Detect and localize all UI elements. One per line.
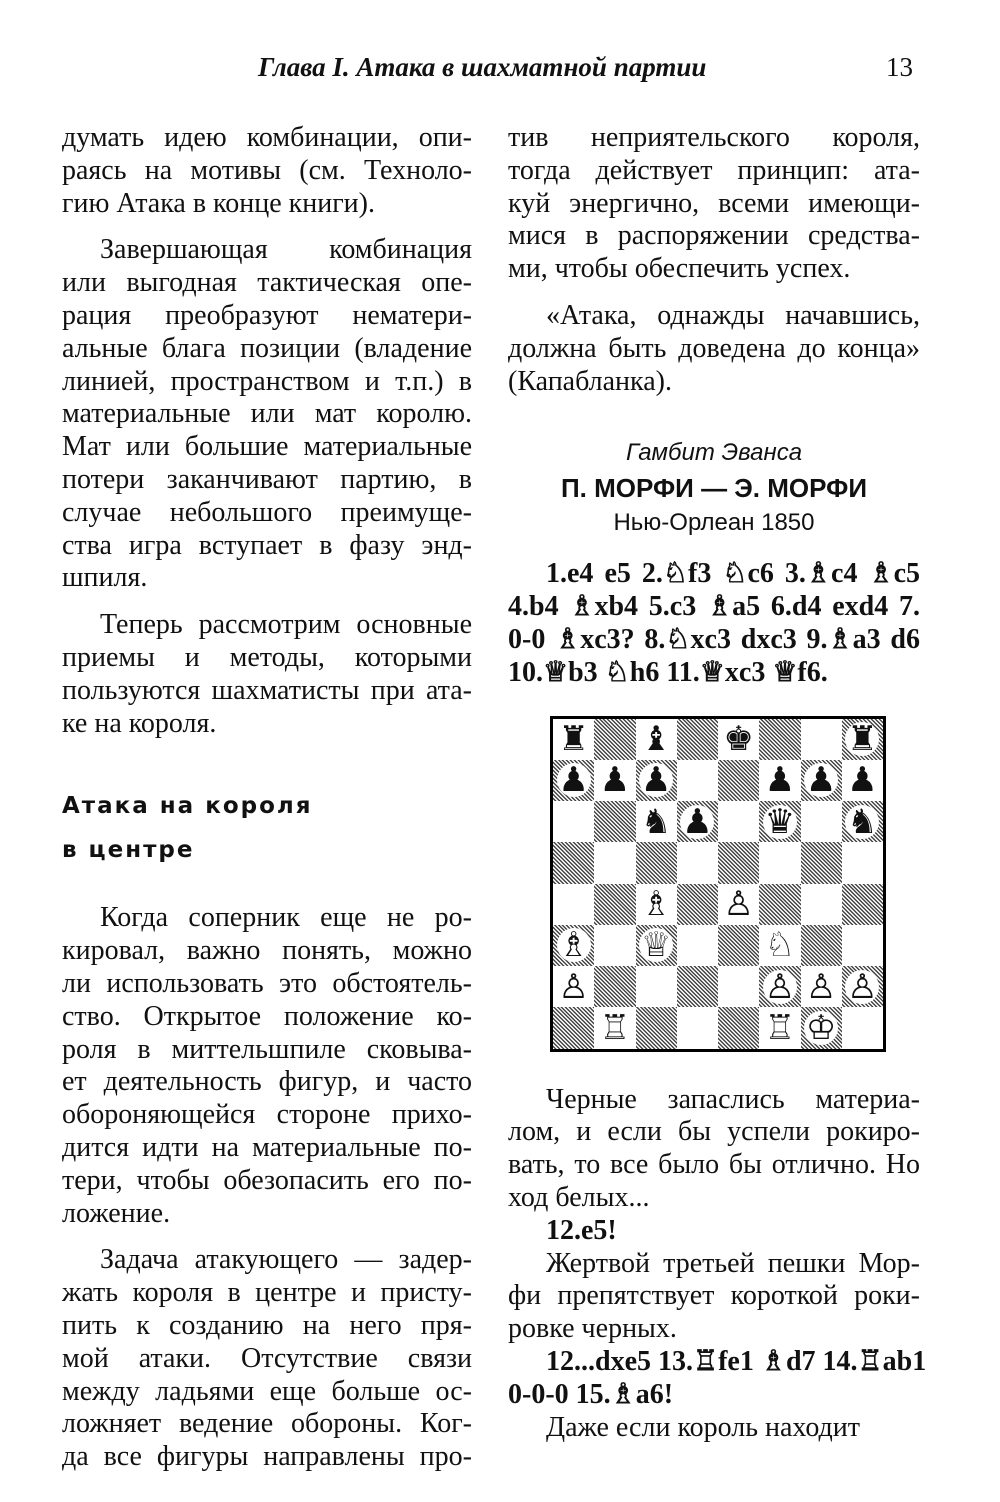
board-square — [842, 801, 883, 842]
text-line: (Капабланка). — [508, 365, 672, 397]
board-square — [718, 925, 759, 966]
paragraph — [508, 122, 920, 286]
move-line: 4.b4 ♗xb4 5.c3 ♗a5 6.d4 exd4 7. — [508, 591, 920, 623]
text-line: жать короля в центре и присту- — [62, 1277, 472, 1309]
move-line: 1.e4 e5 2.♘f3 ♘c6 3.♗c4 ♗c5 — [546, 558, 920, 590]
board-square — [842, 884, 883, 925]
chess-piece: ♛ — [764, 801, 796, 842]
text-line: обороняющейся стороне прихо- — [62, 1099, 472, 1131]
text-line: ровке черных. — [508, 1313, 677, 1345]
text-line: Задача атакующего — задер- — [100, 1244, 472, 1276]
move-line: 0-0-0 15.♗a6! — [508, 1378, 674, 1410]
text-line: ми, чтобы обеспечить успех. — [508, 253, 851, 285]
board-square — [759, 925, 800, 966]
chess-piece: ♕ — [640, 925, 672, 966]
text-line: ства игра вступает в фазу энд- — [62, 529, 472, 561]
board-square — [801, 925, 842, 966]
board-square — [553, 925, 594, 966]
text-line: или выгодная тактическая опе- — [62, 267, 472, 299]
board-square — [718, 884, 759, 925]
board-square — [842, 1007, 883, 1048]
board-square — [718, 719, 759, 760]
board-square — [553, 801, 594, 842]
board-square — [594, 760, 635, 801]
move-line: 0-0 ♗xc3? 8.♘xc3 dxc3 9.♗a3 d6 — [508, 623, 920, 655]
board-square — [677, 842, 718, 883]
text-line: шпиля. — [62, 562, 148, 594]
chess-piece: ♖ — [764, 1007, 796, 1048]
board-square — [553, 842, 594, 883]
board-square — [594, 801, 635, 842]
board-square — [553, 719, 594, 760]
section-heading-line: в центре — [62, 837, 195, 864]
move-line: 12.e5! — [546, 1214, 617, 1246]
board-square — [759, 884, 800, 925]
chess-piece: ♟ — [682, 801, 713, 842]
text-line: ет деятельность фигур, и часто — [62, 1066, 472, 1098]
text-line: Жертвой третьей пешки Мор- — [546, 1247, 920, 1279]
move-list — [508, 558, 920, 689]
chess-piece: ♟ — [558, 760, 589, 801]
text-line: «Атака, однажды начавшись, — [546, 299, 920, 331]
board-square — [553, 884, 594, 925]
text-line: тив неприятельского короля, — [508, 122, 920, 153]
board-square — [842, 842, 883, 883]
text-line: Черные запаслись материа- — [546, 1083, 920, 1115]
board-square — [677, 801, 718, 842]
board-square — [636, 801, 677, 842]
board-square — [594, 966, 635, 1007]
chess-piece: ♟ — [599, 760, 631, 801]
chess-board-diagram — [550, 716, 886, 1052]
chess-piece: ♚ — [723, 719, 754, 760]
board-square — [759, 719, 800, 760]
board-square — [842, 925, 883, 966]
paragraph — [62, 609, 472, 740]
board-square — [594, 1007, 635, 1048]
board-square — [594, 925, 635, 966]
game-header — [508, 436, 920, 540]
chess-piece: ♗ — [558, 925, 589, 966]
board-square — [759, 966, 800, 1007]
board-square — [759, 760, 800, 801]
board-square — [636, 760, 677, 801]
text-line: фи препятствует короткой роки- — [508, 1280, 920, 1312]
text-line: должна быть доведена до конца» — [508, 332, 920, 364]
chess-piece: ♟ — [847, 760, 878, 801]
board-square — [718, 842, 759, 883]
text-line: рация преобразуют нематери- — [62, 299, 472, 331]
text-line: материальные или мат королю. — [62, 398, 472, 430]
board-square — [636, 925, 677, 966]
board-square — [718, 1007, 759, 1048]
text-line: потери заканчивают партию, в — [62, 463, 472, 495]
chess-piece: ♗ — [640, 884, 672, 925]
chess-piece: ♙ — [764, 966, 796, 1007]
paragraph — [508, 300, 920, 398]
board-square — [759, 842, 800, 883]
text-line: думать идею комбинации, опи- — [62, 122, 472, 153]
paragraph — [62, 234, 472, 595]
text-line: случае небольшого преимуще- — [62, 496, 472, 528]
left-column — [62, 122, 472, 1474]
text-line: гию Атака в конце книги). — [62, 187, 375, 219]
board-square — [594, 884, 635, 925]
board-square — [842, 760, 883, 801]
text-line: приемы и методы, которыми — [62, 641, 472, 673]
board-square — [677, 884, 718, 925]
board-square — [801, 760, 842, 801]
chess-piece: ♔ — [805, 1007, 837, 1048]
text-line: вать, то все было бы отлично. Но — [508, 1149, 920, 1181]
board-square — [842, 719, 883, 760]
board-square — [677, 760, 718, 801]
board-square — [636, 966, 677, 1007]
text-line: тери, чтобы обезопасить его по- — [62, 1164, 472, 1196]
board-square — [677, 925, 718, 966]
page-number: 13 — [886, 52, 913, 82]
chess-piece: ♜ — [558, 719, 589, 760]
text-line: ход белых... — [508, 1181, 650, 1213]
board-square — [718, 801, 759, 842]
game-place: Нью-Орлеан 1850 — [613, 509, 815, 537]
board-square — [718, 966, 759, 1007]
chess-piece: ♝ — [640, 719, 672, 760]
chess-piece: ♞ — [640, 801, 672, 842]
text-line: Мат или большие материальные — [62, 431, 472, 463]
text-line: пить к созданию на него пря- — [62, 1309, 472, 1341]
chess-piece: ♙ — [805, 966, 837, 1007]
chess-piece: ♖ — [599, 1007, 631, 1048]
section-heading — [62, 784, 472, 872]
paragraph — [62, 122, 472, 220]
text-line: ли использовать это обстоятель- — [62, 967, 472, 999]
chess-piece: ♘ — [764, 925, 796, 966]
text-line: ложняет ведение обороны. Ког- — [62, 1408, 472, 1440]
board-square — [636, 719, 677, 760]
text-line: мой атаки. Отсутствие связи — [62, 1342, 472, 1374]
chess-piece: ♟ — [640, 760, 672, 801]
text-line: мися в распоряжении средства- — [508, 220, 920, 252]
board-square — [759, 801, 800, 842]
move-line: 12...dxe5 13.♖fe1 ♗d7 14.♖ab1 — [546, 1345, 927, 1377]
running-header-title: Глава I. Атака в шахматной партии — [258, 52, 707, 82]
text-line: ке на короля. — [62, 707, 217, 739]
paragraph — [508, 1084, 920, 1215]
board-square — [553, 966, 594, 1007]
paragraph — [508, 1412, 920, 1445]
text-line: Теперь рассмотрим основные — [100, 609, 472, 641]
board-square — [553, 1007, 594, 1048]
text-line: Когда соперник еще не ро- — [100, 902, 472, 934]
text-line: да все фигуры направлены про- — [62, 1441, 472, 1473]
text-line: кировал, важно понять, можно — [62, 935, 472, 967]
paragraph — [62, 1244, 472, 1474]
chess-piece: ♙ — [558, 966, 589, 1007]
text-line: Даже если король находит — [546, 1411, 861, 1443]
text-line: лом, и если бы успели рокиро- — [508, 1116, 920, 1148]
right-column — [508, 122, 927, 1444]
board-square — [594, 842, 635, 883]
text-line: куй энергично, всеми имеющи- — [508, 187, 920, 219]
section-heading-line: Атака на короля — [62, 793, 313, 820]
board-square — [801, 801, 842, 842]
text-line: ство. Открытое положение ко- — [62, 1000, 472, 1032]
chess-piece: ♟ — [764, 760, 796, 801]
text-line: между ладьями еще больше ос- — [62, 1375, 472, 1407]
chess-piece: ♙ — [847, 966, 878, 1007]
board-square — [801, 719, 842, 760]
chess-piece: ♟ — [805, 760, 837, 801]
paragraph — [62, 902, 472, 1230]
text-line: пользуются шахматисты при ата- — [62, 674, 472, 706]
chess-piece: ♙ — [723, 884, 754, 925]
text-line: тогда действует принцип: ата- — [508, 154, 920, 186]
chess-piece: ♞ — [847, 801, 878, 842]
text-line: роля в миттельшпиле сковыва- — [62, 1033, 472, 1065]
board-square — [842, 966, 883, 1007]
text-line: Завершающая комбинация — [100, 234, 472, 266]
board-square — [759, 1007, 800, 1048]
board-square — [677, 719, 718, 760]
paragraph — [508, 1248, 920, 1346]
text-line: раясь на мотивы (см. Техноло- — [62, 154, 472, 186]
board-square — [636, 842, 677, 883]
text-line: линией, пространством и т.п.) в — [62, 365, 472, 397]
board-square — [718, 760, 759, 801]
board-square — [636, 1007, 677, 1048]
board-square — [553, 760, 594, 801]
board-square — [594, 719, 635, 760]
board-square — [801, 966, 842, 1007]
move-line: 10.♕b3 ♘h6 11.♕xc3 ♕f6. — [508, 656, 828, 688]
board-square — [801, 884, 842, 925]
text-line: альные блага позиции (владение — [62, 332, 472, 364]
board-square — [801, 1007, 842, 1048]
opening-name: Гамбит Эванса — [625, 439, 803, 467]
text-line: дится идти на материальные по- — [62, 1131, 472, 1163]
chess-piece: ♜ — [847, 719, 878, 760]
move-list — [508, 1345, 927, 1412]
game-players: П. МОРФИ — Э. МОРФИ — [560, 473, 868, 504]
text-line: ложение. — [62, 1197, 171, 1229]
board-square — [677, 966, 718, 1007]
board-square — [636, 884, 677, 925]
board-square — [801, 842, 842, 883]
board-square — [677, 1007, 718, 1048]
